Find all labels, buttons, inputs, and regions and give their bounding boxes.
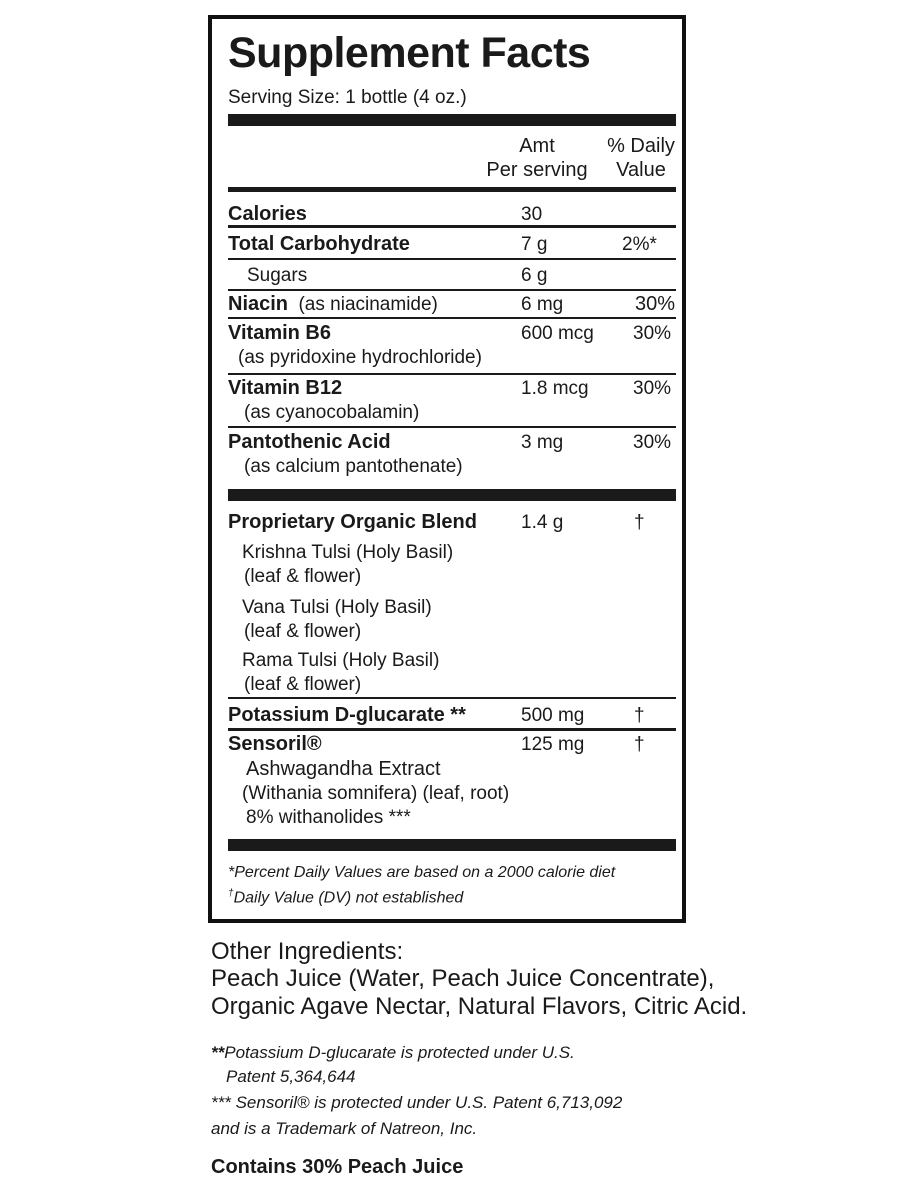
b12-name: Vitamin B12 (228, 377, 343, 399)
blend-item-name: Vana Tulsi (Holy Basil) (242, 597, 432, 618)
pantothenic-source: (as calcium pantothenate) (244, 456, 463, 477)
divider-thick (228, 839, 676, 851)
divider-thick (228, 114, 676, 126)
sensoril-amount: 125 mg (521, 734, 585, 755)
divider-thin (228, 289, 676, 291)
header-amount (477, 134, 597, 182)
niacin-dv: 30% (635, 293, 676, 315)
b12-dv: 30% (633, 378, 672, 399)
other-ingredients-line2: Organic Agave Nectar, Natural Flavors, Citric Acid. (211, 993, 748, 1020)
b6-dv: 30% (633, 323, 672, 344)
footnote-percent-dv: *Percent Daily Values are based on a 2000 calorie diet (228, 864, 616, 881)
divider-thin (228, 426, 676, 428)
calories-name: Calories (228, 203, 307, 225)
header-daily-value (606, 134, 676, 182)
supplement-facts-panel (208, 15, 686, 923)
patent-note-1-number: Patent 5,364,644 (226, 1067, 356, 1086)
sugars-amount: 6 g (521, 265, 548, 286)
blend-amount: 1.4 g (521, 512, 564, 533)
divider-thick (228, 489, 676, 501)
calories-amount: 30 (521, 204, 543, 225)
b6-amount: 600 mcg (521, 323, 594, 344)
sugars-name: Sugars (247, 265, 308, 286)
blend-dv: † (634, 512, 645, 533)
blend-item-part: (leaf & flower) (244, 566, 362, 587)
patent-note-1-mark: ** (211, 1043, 225, 1062)
label-title: Supplement Facts (228, 29, 591, 77)
divider-thin (228, 317, 676, 319)
sensoril-dv: † (634, 734, 645, 755)
sensoril-botanical: (Withania somnifera) (leaf, root) (242, 783, 510, 804)
b6-name: Vitamin B6 (228, 322, 331, 344)
carbs-amount: 7 g (521, 234, 548, 255)
sensoril-extract: Ashwagandha Extract (246, 758, 441, 780)
sensoril-name: Sensoril® (228, 733, 322, 755)
header-dv-line2: Value (616, 159, 666, 181)
blend-name: Proprietary Organic Blend (228, 511, 477, 533)
patent-note-1 (211, 1040, 575, 1065)
niacin-source: (as niacinamide) (298, 294, 438, 315)
pantothenic-name: Pantothenic Acid (228, 431, 391, 453)
niacin-name: Niacin (228, 293, 289, 315)
b12-amount: 1.8 mcg (521, 378, 589, 399)
header-amount-line1: Amt (519, 135, 555, 157)
divider-medium (228, 187, 676, 192)
carbs-name: Total Carbohydrate (228, 233, 410, 255)
pantothenic-dv: 30% (633, 432, 672, 453)
niacin-amount: 6 mg (521, 294, 564, 315)
divider-thin (228, 373, 676, 375)
divider-thin (228, 728, 676, 731)
patent-note-1-text: Potassium D-glucarate is protected under U.S. (224, 1043, 575, 1062)
patent-note-2: *** Sensoril® is protected under U.S. Patent 6,713,092 (211, 1093, 623, 1112)
blend-item-part: (leaf & flower) (244, 674, 362, 695)
blend-item-name: Krishna Tulsi (Holy Basil) (242, 542, 454, 563)
b6-source: (as pyridoxine hydrochloride) (238, 347, 482, 368)
sensoril-withanolides: 8% withanolides *** (246, 807, 411, 828)
dagger-mark: † (228, 888, 234, 899)
blend-item-name: Rama Tulsi (Holy Basil) (242, 650, 440, 671)
footnote-dv-text: Daily Value (DV) not established (233, 889, 464, 907)
pantothenic-amount: 3 mg (521, 432, 564, 453)
potassium-amount: 500 mg (521, 705, 585, 726)
header-dv-line1: % Daily (607, 135, 675, 157)
other-ingredients-line1: Peach Juice (Water, Peach Juice Concentrate), (211, 965, 715, 992)
divider-thin (228, 258, 676, 260)
header-amount-line2: Per serving (486, 159, 588, 181)
divider-thin (228, 697, 676, 699)
potassium-name: Potassium D-glucarate ** (228, 704, 466, 726)
other-ingredients-heading: Other Ingredients: (211, 938, 404, 965)
b12-source: (as cyanocobalamin) (244, 402, 420, 423)
niacin-row (228, 293, 438, 316)
patent-note-2-trademark: and is a Trademark of Natreon, Inc. (211, 1119, 478, 1138)
divider-thin (228, 225, 676, 228)
blend-item-part: (leaf & flower) (244, 621, 362, 642)
footnote-dv-not-established (228, 888, 463, 907)
carbs-dv: 2%* (622, 234, 657, 255)
potassium-dv: † (634, 705, 645, 726)
contains-juice: Contains 30% Peach Juice (211, 1156, 464, 1178)
serving-size: Serving Size: 1 bottle (4 oz.) (228, 87, 467, 108)
